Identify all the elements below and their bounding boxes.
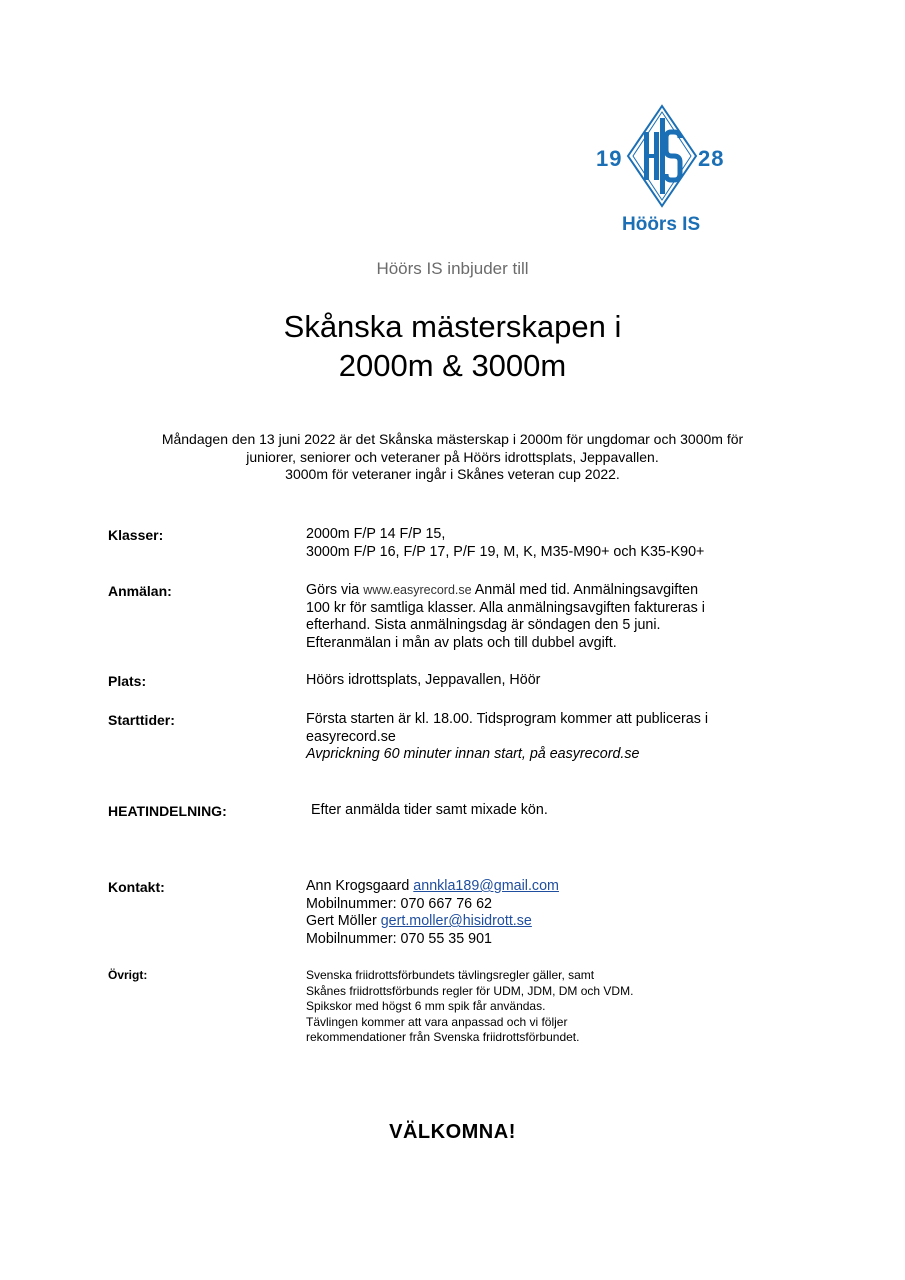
starttider-label: Starttider: (108, 712, 175, 728)
contact-1 (306, 878, 766, 896)
kontakt-value (306, 878, 766, 948)
contact-1-mobile: Mobilnummer: 070 667 76 62 (306, 895, 492, 912)
starttider-line-1: Första starten är kl. 18.00. Tidsprogram kommer att publiceras i (306, 711, 709, 727)
anmalan-line-4: Efteranmälan i mån av plats och till dubbel avgift. (306, 634, 617, 651)
lead-line-3: 3000m för veteraner ingår i Skånes veteran cup 2022. (285, 466, 620, 482)
heat-value: Efter anmälda tider samt mixade kön. (311, 802, 548, 818)
logo-club-name: Höörs IS (622, 214, 701, 235)
ovrigt-line-1: Svenska friidrottsförbundets tävlingsregler gäller, samt (306, 968, 595, 982)
lead-paragraph (60, 431, 845, 484)
contact-1-email-link[interactable]: annkla189@gmail.com (413, 878, 559, 894)
lead-line-1: Måndagen den 13 juni 2022 är det Skånska mästerskap i 2000m för ungdomar och 3000m för (161, 431, 744, 447)
contact-2-name: Gert Möller (306, 913, 381, 929)
kontakt-label: Kontakt: (108, 879, 165, 895)
heat-label: HEATINDELNING: (108, 803, 227, 819)
klasser-line-2: 3000m F/P 16, F/P 17, P/F 19, M, K, M35-M90+ och K35-K90+ (306, 543, 705, 560)
ovrigt-line-3: Spikskor med högst 6 mm spik får användas. (306, 999, 546, 1013)
welcome-text: VÄLKOMNA! (389, 1121, 516, 1143)
anmalan-line-1-rest: Anmäl med tid. Anmälningsavgiften (471, 582, 699, 598)
intro-text: Höörs IS inbjuder till (376, 259, 529, 278)
anmalan-prefix: Görs via (306, 582, 364, 598)
plats-value: Höörs idrottsplats, Jeppavallen, Höör (306, 672, 541, 688)
starttider-line-3: Avprickning 60 minuter innan start, på easyrecord.se (306, 746, 640, 762)
anmalan-line-3: efterhand. Sista anmälningsdag är söndagen den 5 juni. (306, 617, 661, 633)
title-line-2: 2000m & 3000m (338, 348, 567, 383)
anmalan-line-2: 100 kr för samtliga klasser. Alla anmälningsavgiften faktureras i (306, 599, 705, 616)
plats-label: Plats: (108, 673, 147, 689)
klasser-label: Klasser: (108, 527, 164, 543)
anmalan-label: Anmälan: (108, 583, 172, 599)
lead-line-2: juniorer, seniorer och veteraner på Höörs idrottsplats, Jeppavallen. (246, 448, 659, 465)
starttider-line-2: easyrecord.se (306, 728, 396, 745)
ovrigt-value (306, 968, 766, 1046)
contact-2 (306, 913, 766, 931)
ovrigt-line-5: rekommendationer från Svenska friidrottsförbundet. (306, 1030, 580, 1044)
klasser-line-1: 2000m F/P 14 F/P 15, (306, 526, 446, 542)
club-logo (596, 104, 730, 240)
easyrecord-url[interactable]: www.easyrecord.se (363, 583, 472, 597)
anmalan-line-1 (306, 582, 766, 600)
klasser-value (306, 526, 766, 561)
contact-2-email-link[interactable]: gert.moller@hisidrott.se (380, 913, 532, 929)
anmalan-value (306, 582, 766, 652)
logo-year-left: 19 (596, 146, 623, 171)
ovrigt-label: Övrigt: (108, 968, 148, 982)
title-line-1: Skånska mästerskapen i (283, 309, 622, 344)
contact-1-name: Ann Krogsgaard (306, 878, 414, 894)
contact-2-mobile: Mobilnummer: 070 55 35 901 (306, 930, 492, 947)
starttider-value (306, 711, 766, 764)
page-title (0, 307, 905, 385)
logo-year-right: 28 (698, 146, 725, 171)
ovrigt-line-2: Skånes friidrottsförbunds regler för UDM, JDM, DM och VDM. (306, 983, 634, 998)
ovrigt-line-4: Tävlingen kommer att vara anpassad och vi följer (306, 1014, 568, 1029)
